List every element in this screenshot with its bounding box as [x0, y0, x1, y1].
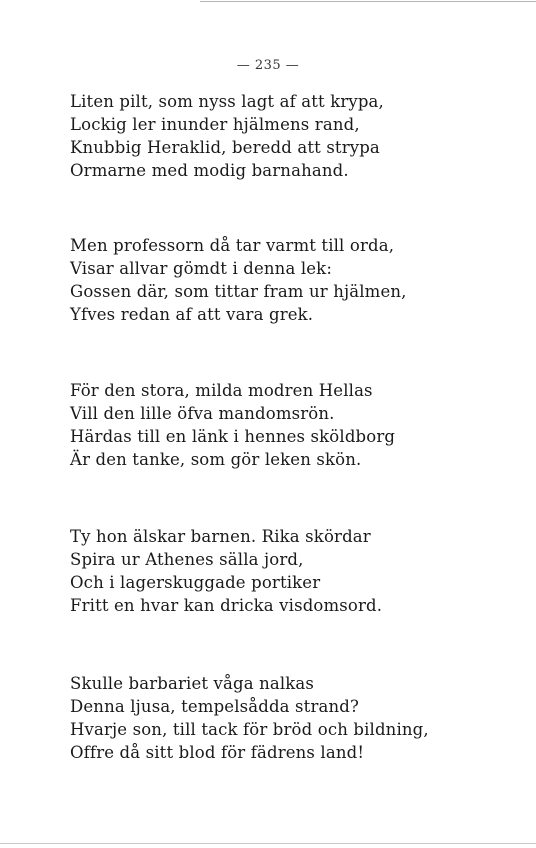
verse-line: Gossen där, som tittar fram ur hjälmen,: [70, 282, 407, 301]
verse-line: Är den tanke, som gör leken skön.: [70, 450, 362, 469]
top-edge-rule: [200, 1, 536, 2]
verse-line: Offre då sitt blod för fädrens land!: [70, 743, 365, 762]
verse-line: Yfves redan af att vara grek.: [70, 305, 314, 324]
stanza-1: [70, 90, 510, 182]
verse-line: Ormarne med modig barnahand.: [70, 161, 349, 180]
page-number: — 235 —: [236, 58, 300, 73]
verse-line: Fritt en hvar kan dricka visdomsord.: [70, 596, 383, 615]
verse-line: Ty hon älskar barnen. Rika skördar: [70, 527, 371, 546]
verse-line: Hvarje son, till tack för bröd och bildning,: [70, 720, 429, 739]
verse-line: Knubbig Heraklid, beredd att strypa: [70, 138, 380, 157]
verse-line: Lockig ler inunder hjälmens rand,: [70, 115, 360, 134]
verse-line: Spira ur Athenes sälla jord,: [70, 550, 304, 569]
verse-line: Denna ljusa, tempelsådda strand?: [70, 697, 359, 716]
stanza-4: [70, 525, 510, 617]
verse-line: Visar allvar gömdt i denna lek:: [70, 259, 333, 278]
verse-line: Men professorn då tar varmt till orda,: [70, 236, 395, 255]
stanza-5: [70, 672, 510, 764]
stanza-2: [70, 234, 510, 326]
verse-line: Och i lagerskuggade portiker: [70, 573, 321, 592]
verse-line: Härdas till en länk i hennes sköldborg: [70, 427, 396, 446]
bottom-edge-rule: [0, 843, 536, 844]
verse-line: Vill den lille öfva mandomsrön.: [70, 404, 335, 423]
verse-line: Skulle barbariet våga nalkas: [70, 674, 315, 693]
stanza-3: [70, 379, 510, 471]
verse-line: Liten pilt, som nyss lagt af att krypa,: [70, 92, 384, 111]
verse-line: För den stora, milda modren Hellas: [70, 381, 373, 400]
